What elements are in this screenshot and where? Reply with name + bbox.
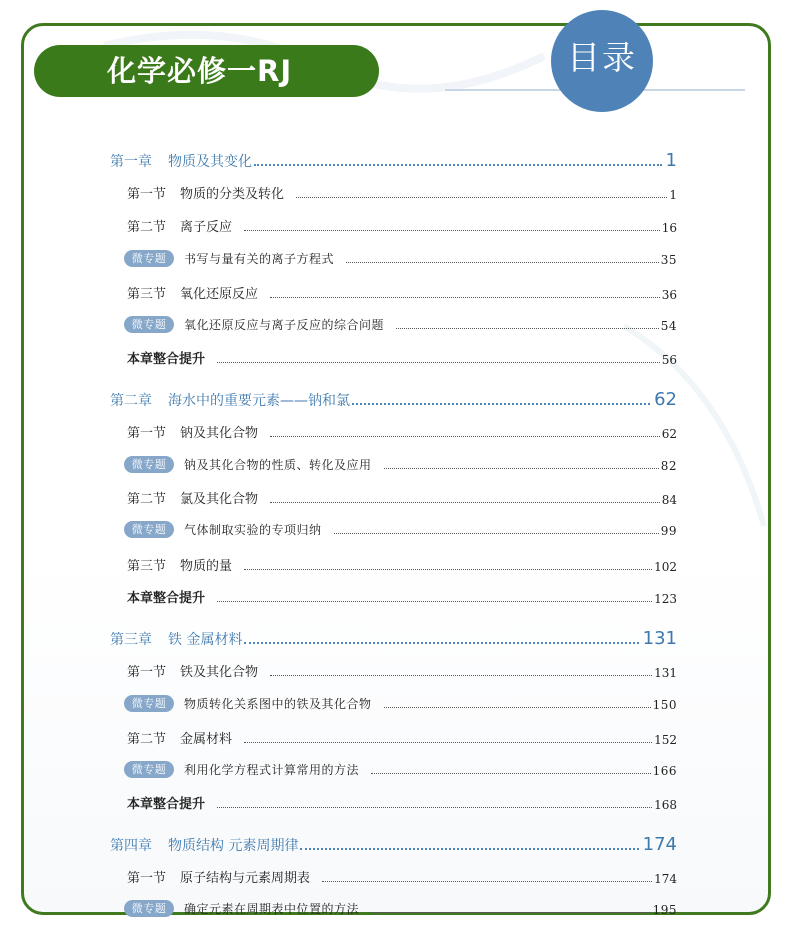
dot-leader xyxy=(296,197,667,198)
section-entry[interactable] xyxy=(127,728,677,747)
chapter-page-number: 174 xyxy=(642,834,677,855)
chapter-summary-entry[interactable] xyxy=(127,793,677,812)
micro-topic-badge: 微专题 xyxy=(124,250,174,267)
dot-leader xyxy=(384,468,659,469)
micro-topic-title: 氧化还原反应与离子反应的综合问题 xyxy=(184,318,385,332)
micro-topic-entry[interactable] xyxy=(124,316,677,333)
micro-topic-title: 书写与量有关的离子方程式 xyxy=(184,252,335,266)
micro-topic-badge: 微专题 xyxy=(124,695,174,712)
dot-leader xyxy=(396,328,659,329)
contents-circle-label: 目录 xyxy=(551,10,653,112)
page-number: 36 xyxy=(661,288,677,302)
dot-leader xyxy=(244,230,660,231)
section-title: 氯及其化合物 xyxy=(180,492,259,507)
chapter-number: 第四章 xyxy=(110,838,152,854)
page-number: 35 xyxy=(660,253,677,267)
chapter-title: 物质及其变化 xyxy=(168,154,252,170)
summary-title: 本章整合提升 xyxy=(127,352,206,367)
section-number: 第二节 xyxy=(127,732,167,747)
section-entry[interactable] xyxy=(127,488,677,507)
chapter-entry[interactable] xyxy=(110,628,677,649)
summary-title: 本章整合提升 xyxy=(127,591,206,606)
micro-topic-entry[interactable] xyxy=(124,761,677,778)
dot-leader xyxy=(270,297,660,298)
chapter-page-number: 1 xyxy=(665,150,677,171)
chapter-number: 第三章 xyxy=(110,632,152,648)
bottom-edge xyxy=(0,923,790,937)
section-number: 第二节 xyxy=(127,220,167,235)
micro-topic-title: 气体制取实验的专项归纳 xyxy=(184,523,322,537)
section-title: 离子反应 xyxy=(180,220,233,235)
dot-leader xyxy=(352,403,650,405)
page-number: 54 xyxy=(660,319,677,333)
chapter-title: 物质结构 元素周期律 xyxy=(168,838,299,854)
section-title: 物质的量 xyxy=(180,559,233,574)
micro-topic-entry[interactable] xyxy=(124,456,677,473)
book-title-banner: 化学必修一RJ xyxy=(34,45,379,97)
section-number: 第一节 xyxy=(127,187,167,202)
dot-leader xyxy=(254,164,662,166)
micro-topic-badge: 微专题 xyxy=(124,316,174,333)
dot-leader xyxy=(371,773,651,774)
chapter-entry[interactable] xyxy=(110,834,677,855)
page-number: 99 xyxy=(660,524,677,538)
chapter-entry[interactable] xyxy=(110,150,677,171)
dot-leader xyxy=(346,262,659,263)
dot-leader xyxy=(384,707,651,708)
chapter-page-number: 131 xyxy=(642,628,677,649)
page-number: 1 xyxy=(669,188,677,202)
section-title: 原子结构与元素周期表 xyxy=(180,871,311,886)
page-number: 174 xyxy=(654,872,677,886)
micro-topic-badge: 微专题 xyxy=(124,456,174,473)
dot-leader xyxy=(270,436,660,437)
micro-topic-badge: 微专题 xyxy=(124,761,174,778)
micro-topic-badge: 微专题 xyxy=(124,900,174,917)
chapter-entry[interactable] xyxy=(110,389,677,410)
chapter-number: 第二章 xyxy=(110,393,152,409)
page-number: 166 xyxy=(652,764,677,778)
dot-leader xyxy=(300,848,638,850)
dot-leader xyxy=(371,912,651,913)
section-number: 第一节 xyxy=(127,871,167,886)
section-entry[interactable] xyxy=(127,216,677,235)
dot-leader xyxy=(217,601,652,602)
section-entry[interactable] xyxy=(127,283,677,302)
chapter-summary-entry[interactable] xyxy=(127,587,677,606)
page-number: 131 xyxy=(654,666,677,680)
micro-topic-entry[interactable] xyxy=(124,900,677,917)
section-title: 金属材料 xyxy=(180,732,233,747)
chapter-title: 铁 金属材料 xyxy=(168,632,243,648)
micro-topic-title: 物质转化关系图中的铁及其化合物 xyxy=(184,697,372,711)
section-entry[interactable] xyxy=(127,867,677,886)
summary-title: 本章整合提升 xyxy=(127,797,206,812)
section-entry[interactable] xyxy=(127,555,677,574)
chapter-title: 海水中的重要元素——钠和氯 xyxy=(168,393,350,409)
micro-topic-entry[interactable] xyxy=(124,521,677,538)
page-number: 62 xyxy=(661,427,677,441)
section-entry[interactable] xyxy=(127,183,677,202)
micro-topic-title: 钠及其化合物的性质、转化及应用 xyxy=(184,458,372,472)
micro-topic-title: 利用化学方程式计算常用的方法 xyxy=(184,763,360,777)
chapter-number: 第一章 xyxy=(110,154,152,170)
page-number: 152 xyxy=(654,733,677,747)
page-number: 195 xyxy=(652,903,677,917)
dot-leader xyxy=(244,569,652,570)
dot-leader xyxy=(334,533,659,534)
section-title: 铁及其化合物 xyxy=(180,665,259,680)
page-number: 84 xyxy=(661,493,677,507)
dot-leader xyxy=(217,362,660,363)
page-number: 56 xyxy=(661,353,677,367)
section-title: 钠及其化合物 xyxy=(180,426,259,441)
section-number: 第一节 xyxy=(127,665,167,680)
page-number: 168 xyxy=(654,798,677,812)
section-number: 第三节 xyxy=(127,287,167,302)
micro-topic-entry[interactable] xyxy=(124,695,677,712)
section-number: 第二节 xyxy=(127,492,167,507)
page-number: 82 xyxy=(660,459,677,473)
dot-leader xyxy=(270,502,660,503)
section-number: 第一节 xyxy=(127,426,167,441)
section-entry[interactable] xyxy=(127,422,677,441)
page-number: 150 xyxy=(652,698,677,712)
dot-leader xyxy=(270,675,652,676)
page-number: 102 xyxy=(654,560,677,574)
micro-topic-entry[interactable] xyxy=(124,250,677,267)
dot-leader xyxy=(322,881,652,882)
section-title: 氧化还原反应 xyxy=(180,287,259,302)
section-number: 第三节 xyxy=(127,559,167,574)
chapter-summary-entry[interactable] xyxy=(127,348,677,367)
chapter-page-number: 62 xyxy=(654,389,677,410)
page-number: 16 xyxy=(661,221,677,235)
dot-leader xyxy=(244,642,638,644)
section-entry[interactable] xyxy=(127,661,677,680)
micro-topic-title: 确定元素在周期表中位置的方法 xyxy=(184,902,360,916)
page-number: 123 xyxy=(654,592,677,606)
section-title: 物质的分类及转化 xyxy=(180,187,285,202)
dot-leader xyxy=(244,742,652,743)
micro-topic-badge: 微专题 xyxy=(124,521,174,538)
dot-leader xyxy=(217,807,652,808)
